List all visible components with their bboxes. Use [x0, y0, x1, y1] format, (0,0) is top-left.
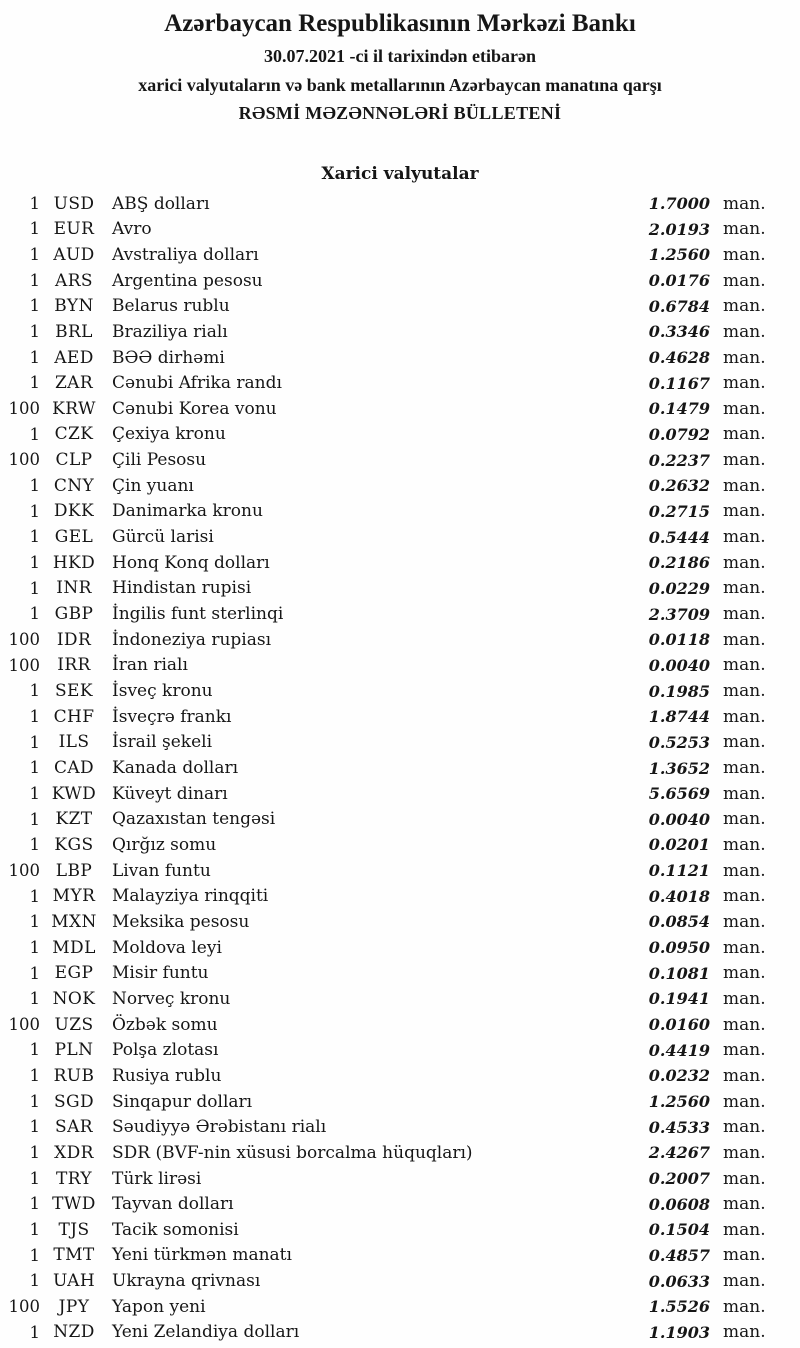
currency-code: CAD — [53, 758, 95, 779]
currency-name: Rusiya rublu — [112, 1065, 222, 1086]
currency-code: MYR — [52, 886, 96, 907]
nominal-value: 1 — [29, 1220, 40, 1240]
nominal-value: 1 — [29, 809, 40, 829]
currency-code: MXN — [51, 911, 97, 932]
currency-name: Honq Konq dolları — [112, 552, 270, 573]
currency-name: SDR (BVF-nin xüsusi borcalma hüquqları) — [112, 1142, 473, 1163]
rate-value: 1.3652 — [648, 758, 710, 778]
currency-name: Hindistan rupisi — [112, 578, 252, 599]
unit-label: man. — [723, 834, 766, 855]
rate-row — [0, 987, 785, 1013]
currency-name: ABŞ dolları — [112, 193, 210, 214]
currency-name: Gürcü larisi — [112, 527, 214, 548]
rate-row — [0, 1141, 785, 1167]
rate-value: 0.0040 — [648, 655, 710, 675]
nominal-value: 1 — [29, 553, 40, 573]
unit-label: man. — [723, 578, 766, 599]
currency-name: Sinqapur dolları — [112, 1091, 253, 1112]
currency-code: GEL — [54, 527, 94, 548]
rate-value: 0.4533 — [648, 1117, 710, 1137]
rate-value: 0.1479 — [648, 399, 710, 419]
nominal-value: 1 — [29, 1117, 40, 1137]
rate-row — [0, 884, 785, 910]
currency-name: Meksika pesosu — [112, 911, 250, 932]
rate-row — [0, 499, 785, 525]
rate-value: 0.5253 — [648, 732, 710, 752]
nominal-value: 1 — [29, 1066, 40, 1086]
currency-code: KGS — [54, 834, 94, 855]
rate-value: 1.2560 — [648, 245, 710, 265]
unit-label: man. — [723, 886, 766, 907]
unit-label: man. — [723, 219, 766, 240]
rate-row — [0, 730, 785, 756]
currency-code: CLP — [55, 450, 93, 471]
currency-code: UAH — [52, 1271, 96, 1292]
currency-name: Braziliya rialı — [112, 321, 228, 342]
unit-label: man. — [723, 732, 766, 753]
nominal-value: 1 — [29, 1143, 40, 1163]
unit-label: man. — [723, 347, 766, 368]
rate-value: 1.1903 — [648, 1322, 710, 1342]
unit-label: man. — [723, 937, 766, 958]
rate-row — [0, 320, 785, 346]
rate-value: 0.1081 — [648, 963, 710, 983]
currency-name: İran rialı — [112, 655, 188, 676]
rate-value: 0.0232 — [648, 1066, 710, 1086]
currency-name: Türk lirəsi — [112, 1168, 202, 1189]
currency-code: DKK — [53, 501, 95, 522]
bank-name-title: Azərbaycan Respublikasının Mərkəzi Bankı — [164, 10, 636, 37]
currency-code: CNY — [53, 475, 95, 496]
nominal-value: 1 — [29, 706, 40, 726]
currency-code: SEK — [55, 681, 93, 702]
rate-value: 0.3346 — [648, 322, 710, 342]
nominal-value: 1 — [29, 270, 40, 290]
currency-code: XDR — [54, 1142, 94, 1163]
rate-row — [0, 602, 785, 628]
currency-code: KWD — [51, 783, 97, 804]
currency-code: CZK — [54, 424, 94, 445]
currency-name: Kanada dolları — [112, 758, 239, 779]
rate-value: 0.1121 — [648, 861, 710, 881]
unit-label: man. — [723, 758, 766, 779]
nominal-value: 100 — [8, 1297, 40, 1317]
rate-value: 2.4267 — [648, 1143, 710, 1163]
currency-name: Misir funtu — [112, 963, 209, 984]
nominal-value: 100 — [8, 655, 40, 675]
currency-name: Tayvan dolları — [112, 1194, 234, 1215]
rate-value: 0.1941 — [648, 989, 710, 1009]
nominal-value: 1 — [29, 219, 40, 239]
currency-code: NOK — [52, 988, 96, 1009]
rate-value: 0.2715 — [648, 501, 710, 521]
unit-label: man. — [723, 1168, 766, 1189]
unit-label: man. — [723, 1040, 766, 1061]
unit-label: man. — [723, 1117, 766, 1138]
rate-row — [0, 1269, 785, 1295]
section-title-foreign-currencies: Xarici valyutalar — [321, 164, 479, 185]
rate-row — [0, 653, 785, 679]
rate-row — [0, 1089, 785, 1115]
unit-label: man. — [723, 1014, 766, 1035]
rate-row — [0, 397, 785, 423]
currency-code: TJS — [58, 1219, 90, 1240]
rate-value: 0.0040 — [648, 809, 710, 829]
nominal-value: 1 — [29, 835, 40, 855]
rate-value: 0.0633 — [648, 1271, 710, 1291]
rate-value: 0.6784 — [648, 296, 710, 316]
nominal-value: 1 — [29, 1168, 40, 1188]
nominal-value: 1 — [29, 424, 40, 444]
currency-code: IDR — [56, 629, 92, 650]
unit-label: man. — [723, 501, 766, 522]
currency-name: Çin yuanı — [112, 475, 194, 496]
unit-label: man. — [723, 629, 766, 650]
unit-label: man. — [723, 475, 766, 496]
currency-code: AED — [54, 347, 94, 368]
currency-code: TWD — [52, 1194, 96, 1215]
document-header — [0, 0, 800, 124]
unit-label: man. — [723, 783, 766, 804]
currency-name: Tacik somonisi — [112, 1219, 239, 1240]
rate-row — [0, 525, 785, 551]
rate-value: 1.2560 — [648, 1092, 710, 1112]
currency-code: MDL — [52, 937, 96, 958]
unit-label: man. — [723, 244, 766, 265]
unit-label: man. — [723, 321, 766, 342]
unit-label: man. — [723, 1091, 766, 1112]
nominal-value: 1 — [29, 1194, 40, 1214]
rate-value: 0.0792 — [648, 424, 710, 444]
nominal-value: 100 — [8, 450, 40, 470]
nominal-value: 1 — [29, 245, 40, 265]
rate-value: 1.7000 — [648, 194, 710, 214]
nominal-value: 100 — [8, 1014, 40, 1034]
nominal-value: 1 — [29, 732, 40, 752]
unit-label: man. — [723, 1194, 766, 1215]
rate-value: 0.0118 — [648, 630, 710, 650]
rate-value: 0.1504 — [648, 1220, 710, 1240]
currency-name: Yeni türkmən manatı — [112, 1245, 292, 1266]
rate-row — [0, 627, 785, 653]
nominal-value: 1 — [29, 1245, 40, 1265]
rate-row — [0, 268, 785, 294]
rate-value: 1.8744 — [648, 707, 710, 727]
currency-name: Çexiya kronu — [112, 424, 226, 445]
currency-name: Malayziya rinqqiti — [112, 886, 269, 907]
nominal-value: 1 — [29, 373, 40, 393]
currency-code: PLN — [54, 1040, 94, 1061]
rate-row — [0, 191, 785, 217]
rate-value: 2.0193 — [648, 219, 710, 239]
rate-row — [0, 704, 785, 730]
rate-value: 0.0201 — [648, 835, 710, 855]
currency-code: EGP — [54, 963, 94, 984]
currency-name: İsrail şekeli — [112, 732, 212, 753]
currency-name: BƏƏ dirhəmi — [112, 347, 225, 368]
currency-code: SAR — [55, 1117, 93, 1138]
rate-value: 5.6569 — [648, 784, 710, 804]
currency-code: RUB — [53, 1065, 95, 1086]
nominal-value: 1 — [29, 758, 40, 778]
bulletin-title: RƏSMİ MƏZƏNNƏLƏRİ BÜLLETENİ — [238, 103, 562, 124]
nominal-value: 1 — [29, 193, 40, 213]
currency-code: HKD — [52, 552, 96, 573]
rate-value: 0.4018 — [648, 886, 710, 906]
rate-value: 0.2632 — [648, 476, 710, 496]
currency-code: KRW — [52, 398, 96, 419]
unit-label: man. — [723, 988, 766, 1009]
currency-name: Polşa zlotası — [112, 1040, 219, 1061]
unit-label: man. — [723, 860, 766, 881]
currency-name: Livan funtu — [112, 860, 211, 881]
currency-name: Norveç kronu — [112, 988, 231, 1009]
currency-code: BYN — [54, 296, 94, 317]
currency-code: KZT — [55, 809, 93, 830]
currency-name: Yapon yeni — [112, 1296, 206, 1317]
currency-code: ZAR — [54, 373, 94, 394]
subject-line: xarici valyutaların və bank metallarının Azərbaycan manatına qarşı — [138, 75, 662, 96]
nominal-value: 1 — [29, 886, 40, 906]
rate-value: 0.4857 — [648, 1245, 710, 1265]
currency-code: SGD — [53, 1091, 95, 1112]
nominal-value: 100 — [8, 860, 40, 880]
nominal-value: 1 — [29, 578, 40, 598]
currency-code: USD — [53, 193, 95, 214]
currency-code: TMT — [53, 1245, 95, 1266]
rate-value: 0.1985 — [648, 681, 710, 701]
rate-value: 2.3709 — [648, 604, 710, 624]
currency-code: JPY — [58, 1296, 90, 1317]
rate-row — [0, 1320, 785, 1346]
rate-row — [0, 422, 785, 448]
rate-row — [0, 833, 785, 859]
currency-code: ARS — [55, 270, 93, 291]
unit-label: man. — [723, 809, 766, 830]
currency-name: Qırğız somu — [112, 834, 217, 855]
rate-row — [0, 1012, 785, 1038]
unit-label: man. — [723, 604, 766, 625]
rate-row — [0, 858, 785, 884]
unit-label: man. — [723, 1065, 766, 1086]
nominal-value: 1 — [29, 963, 40, 983]
nominal-value: 1 — [29, 912, 40, 932]
currency-code: GBP — [54, 604, 94, 625]
rate-row — [0, 243, 785, 269]
unit-label: man. — [723, 1142, 766, 1163]
currency-name: Avro — [112, 219, 152, 240]
currency-name: İsveç kronu — [112, 681, 213, 702]
currency-name: Özbək somu — [112, 1014, 218, 1035]
nominal-value: 1 — [29, 1091, 40, 1111]
rate-value: 0.2007 — [648, 1169, 710, 1189]
rate-row — [0, 448, 785, 474]
unit-label: man. — [723, 270, 766, 291]
unit-label: man. — [723, 1322, 766, 1343]
rate-row — [0, 961, 785, 987]
unit-label: man. — [723, 450, 766, 471]
rate-row — [0, 371, 785, 397]
rate-row — [0, 1166, 785, 1192]
rate-value: 0.0608 — [648, 1194, 710, 1214]
rate-value: 0.0854 — [648, 912, 710, 932]
rate-row — [0, 1115, 785, 1141]
rate-value: 0.0160 — [648, 1015, 710, 1035]
rate-row — [0, 294, 785, 320]
currency-name: Səudiyyə Ərəbistanı rialı — [112, 1117, 327, 1138]
currency-name: İngilis funt sterlinqi — [112, 604, 284, 625]
currency-name: Küveyt dinarı — [112, 783, 228, 804]
rate-value: 0.4628 — [648, 348, 710, 368]
rate-row — [0, 1192, 785, 1218]
nominal-value: 1 — [29, 322, 40, 342]
currency-code: IRR — [57, 655, 91, 676]
nominal-value: 1 — [29, 501, 40, 521]
rate-row — [0, 1218, 785, 1244]
rate-value: 0.2237 — [648, 450, 710, 470]
currency-name: Argentina pesosu — [112, 270, 263, 291]
currency-name: İsveçrə frankı — [112, 706, 232, 727]
rate-row — [0, 1038, 785, 1064]
rate-row — [0, 550, 785, 576]
currency-name: İndoneziya rupiası — [112, 629, 272, 650]
nominal-value: 1 — [29, 527, 40, 547]
currency-code: UZS — [54, 1014, 94, 1035]
currency-code: ILS — [58, 732, 90, 753]
nominal-value: 100 — [8, 629, 40, 649]
nominal-value: 1 — [29, 347, 40, 367]
unit-label: man. — [723, 681, 766, 702]
rate-row — [0, 217, 785, 243]
rate-row — [0, 679, 785, 705]
effective-date-line: 30.07.2021 -ci il tarixindən etibarən — [264, 46, 536, 67]
rate-value: 0.1167 — [648, 373, 710, 393]
unit-label: man. — [723, 552, 766, 573]
nominal-value: 1 — [29, 604, 40, 624]
currency-code: EUR — [53, 219, 95, 240]
currency-name: Belarus rublu — [112, 296, 230, 317]
unit-label: man. — [723, 1271, 766, 1292]
unit-label: man. — [723, 1219, 766, 1240]
rate-row — [0, 345, 785, 371]
currency-code: AUD — [53, 244, 95, 265]
currency-code: TRY — [55, 1168, 93, 1189]
currency-name: Cənubi Korea vonu — [112, 398, 277, 419]
rate-row — [0, 473, 785, 499]
nominal-value: 1 — [29, 1040, 40, 1060]
currency-name: Moldova leyi — [112, 937, 222, 958]
currency-name: Ukrayna qrivnası — [112, 1271, 261, 1292]
rate-row — [0, 756, 785, 782]
unit-label: man. — [723, 527, 766, 548]
unit-label: man. — [723, 1245, 766, 1266]
currency-name: Yeni Zelandiya dolları — [112, 1322, 300, 1343]
unit-label: man. — [723, 655, 766, 676]
currency-name: Avstraliya dolları — [112, 244, 259, 265]
nominal-value: 1 — [29, 989, 40, 1009]
unit-label: man. — [723, 373, 766, 394]
unit-label: man. — [723, 296, 766, 317]
nominal-value: 1 — [29, 476, 40, 496]
currency-name: Danimarka kronu — [112, 501, 263, 522]
rate-row — [0, 576, 785, 602]
nominal-value: 1 — [29, 681, 40, 701]
rate-value: 0.0950 — [648, 938, 710, 958]
rate-value: 0.5444 — [648, 527, 710, 547]
rate-value: 1.5526 — [648, 1297, 710, 1317]
currency-name: Cənubi Afrika randı — [112, 373, 282, 394]
nominal-value: 1 — [29, 1322, 40, 1342]
currency-code: LBP — [55, 860, 93, 881]
currency-code: BRL — [55, 321, 93, 342]
unit-label: man. — [723, 963, 766, 984]
nominal-value: 1 — [29, 937, 40, 957]
currency-name: Çili Pesosu — [112, 450, 207, 471]
rate-row — [0, 1294, 785, 1320]
rate-value: 0.0229 — [648, 578, 710, 598]
nominal-value: 1 — [29, 296, 40, 316]
nominal-value: 100 — [8, 399, 40, 419]
nominal-value: 1 — [29, 1271, 40, 1291]
unit-label: man. — [723, 911, 766, 932]
rate-value: 0.0176 — [648, 271, 710, 291]
currency-code: CHF — [53, 706, 95, 727]
rate-row — [0, 1243, 785, 1269]
currency-name: Qazaxıstan tengəsi — [112, 809, 276, 830]
exchange-rates-table — [0, 191, 785, 1346]
rate-row — [0, 935, 785, 961]
unit-label: man. — [723, 1296, 766, 1317]
unit-label: man. — [723, 193, 766, 214]
currency-code: NZD — [53, 1322, 95, 1343]
rate-row — [0, 1064, 785, 1090]
rate-row — [0, 910, 785, 936]
rate-row — [0, 807, 785, 833]
currency-code: INR — [56, 578, 92, 599]
nominal-value: 1 — [29, 783, 40, 803]
rate-value: 0.4419 — [648, 1040, 710, 1060]
unit-label: man. — [723, 398, 766, 419]
rate-row — [0, 781, 785, 807]
unit-label: man. — [723, 706, 766, 727]
rate-value: 0.2186 — [648, 553, 710, 573]
unit-label: man. — [723, 424, 766, 445]
